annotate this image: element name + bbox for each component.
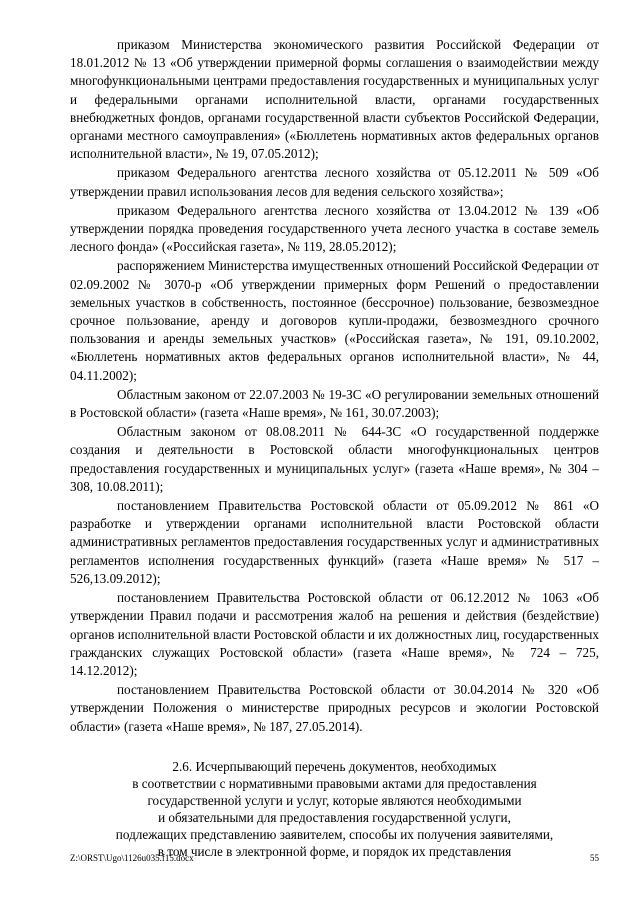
paragraph: распоряжением Министерства имущественных отношений Российской Федерации от 02.09.2002 № 3070-р «Об утверждении примерных форм Решений о предоставлении земельных участков в собственность, постоянное (бессрочное) пользование, безвозмездное срочное пользование, аренду и договоров купли-продажи, безвозмездного срочного пользования и аренды земельных участков» («Российская газета», № 191, 09.10.2002, «Бюллетень нормативных актов федеральных органов исполнительной власти», № 44, 04.11.2002); [70, 258, 599, 383]
section-heading-line: подлежащих представлению заявителем, способы их получения заявителями, [115, 826, 554, 842]
paragraph: Областным законом от 08.08.2011 № 644-ЗС «О государственной поддержке создания и деятельности в Ростовской области многофункциональных центров предоставления государственных и муниципальных услуг» (газета «Наше время», № 304 – 308, 10.08.2011); [70, 424, 599, 494]
paragraph: постановлением Правительства Ростовской области от 05.09.2012 № 861 «О разработке и утверждении органами исполнительной власти Ростовской области административных регламентов предоставления государственных услуг и административных регламентов исполнения государственных функций» (газета «Наше время» № 517 – 526,13.09.2012); [70, 498, 599, 586]
page-footer [70, 853, 599, 863]
paragraph: приказом Федерального агентства лесного хозяйства от 05.12.2011 № 509 «Об утверждении правил использования лесов для ведения сельского хозяйства»; [70, 165, 599, 199]
section-heading-line: государственной услуги и услуг, которые являются необходимыми [147, 792, 522, 808]
paragraph: Областным законом от 22.07.2003 № 19-ЗС «О регулировании земельных отношений в Ростовской области» (газета «Наше время», № 161, 30.07.2003); [70, 386, 599, 421]
paragraph: постановлением Правительства Ростовской области от 30.04.2014 № 320 «Об утверждении Положения о министерстве природных ресурсов и экологии Ростовской области» (газета «Наше время», № 187, 27.05.2014). [70, 682, 599, 734]
paragraph: постановлением Правительства Ростовской области от 06.12.2012 № 1063 «Об утверждении Правил подачи и рассмотрения жалоб на решения и действия (бездействие) органов исполнительной власти Ростовской области и их должностных лиц, государственных гражданских служащих Ростовской области» (газета «Наше время», № 724 – 725, 14.12.2012); [70, 590, 599, 678]
paragraph: приказом Министерства экономического развития Российской Федерации от 18.01.2012 № 13 «Об утверждении примерной формы соглашения о взаимодействии между многофункциональными центрами предоставления государственных и муниципальных услуг и федеральными органами исполнительной власти, органами государственных внебюджетных фондов, органами государственной власти субъектов Российской Федерации, органами местного самоуправления» («Бюллетень нормативных актов федеральных органов исполнительной власти», № 19, 07.05.2012); [70, 37, 599, 162]
section-heading-line: 2.6. Исчерпывающий перечень документов, необходимых [172, 758, 497, 774]
document-body [70, 36, 599, 860]
section-heading-line: в том числе в электронной форме, и порядок их представления [157, 843, 512, 859]
section-heading-line: и обязательными для предоставления государственной услуги, [158, 809, 511, 825]
section-heading-line: в соответствии с нормативными правовыми актами для предоставления [132, 775, 537, 791]
page-number: 55 [590, 853, 599, 863]
paragraph: приказом Федерального агентства лесного хозяйства от 13.04.2012 № 139 «Об утверждении порядка проведения государственного учета лесного участка в составе земель лесного фонда» («Российская газета», № 119, 28.05.2012); [70, 202, 599, 255]
section-heading [70, 758, 599, 860]
footer-file-path: Z:\ORST\Ugo\1126u035.f15.docx [70, 853, 194, 863]
